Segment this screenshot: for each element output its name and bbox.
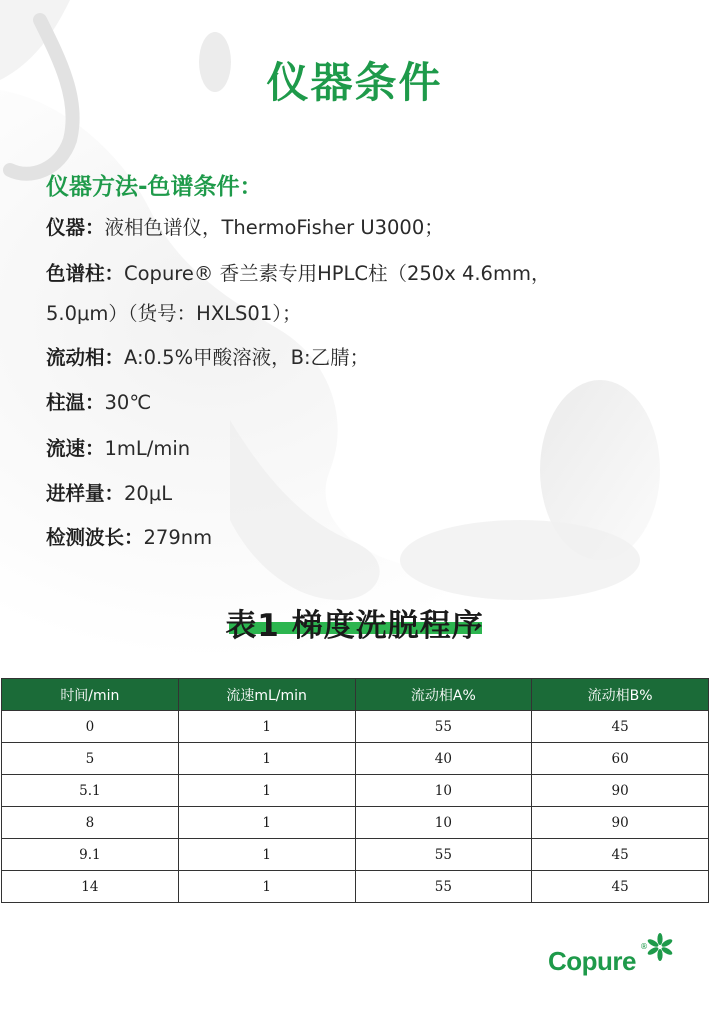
table-cell: 45 xyxy=(532,711,709,743)
condition-detection-wavelength xyxy=(46,522,212,550)
condition-label: 检测波长： xyxy=(46,526,144,549)
page-title: 仪器条件 xyxy=(266,58,443,107)
condition-value: 279nm xyxy=(143,526,213,549)
table-row xyxy=(2,743,709,775)
condition-value: 液相色谱仪，ThermoFisher U3000； xyxy=(104,216,444,239)
condition-value: 30℃ xyxy=(104,391,152,414)
condition-label: 进样量： xyxy=(46,482,125,505)
table-cell: 55 xyxy=(355,871,532,903)
table-cell: 8 xyxy=(2,807,179,839)
table-cell: 1 xyxy=(178,711,355,743)
table-header-row xyxy=(2,679,709,711)
table-cell: 90 xyxy=(532,807,709,839)
column-header-phase-a: 流动相A% xyxy=(355,679,532,711)
condition-label: 流速： xyxy=(46,437,105,460)
table-cell: 45 xyxy=(532,871,709,903)
table-cell: 0 xyxy=(2,711,179,743)
condition-label: 流动相： xyxy=(46,346,125,369)
condition-label: 色谱柱： xyxy=(46,262,125,285)
table-caption-text: 表1 梯度洗脱程序 xyxy=(225,608,484,644)
table-cell: 10 xyxy=(355,807,532,839)
table-cell: 45 xyxy=(532,839,709,871)
logo-text: Copure xyxy=(548,946,636,976)
table-cell: 60 xyxy=(532,743,709,775)
column-header-time: 时间/min xyxy=(2,679,179,711)
table-row xyxy=(2,711,709,743)
table-cell: 1 xyxy=(178,743,355,775)
table-row xyxy=(2,871,709,903)
table-row xyxy=(2,807,709,839)
table-cell: 1 xyxy=(178,839,355,871)
section-heading: 仪器方法-色谱条件： xyxy=(46,174,263,200)
condition-value: 5.0μm）（货号：HXLS01）； xyxy=(46,302,302,325)
condition-value: A:0.5%甲酸溶液，B:乙腈； xyxy=(124,346,370,369)
table-cell: 1 xyxy=(178,775,355,807)
condition-column-continued xyxy=(46,298,302,326)
condition-label: 仪器： xyxy=(46,216,105,239)
table-cell: 55 xyxy=(355,839,532,871)
table-cell: 1 xyxy=(178,807,355,839)
condition-instrument xyxy=(46,212,444,240)
gradient-elution-table xyxy=(1,678,709,903)
condition-mobile-phase xyxy=(46,342,369,370)
column-header-phase-b: 流动相B% xyxy=(532,679,709,711)
table-cell: 5.1 xyxy=(2,775,179,807)
copure-logo xyxy=(548,932,678,982)
table-cell: 90 xyxy=(532,775,709,807)
asterisk-flower-icon xyxy=(645,932,675,962)
table-cell: 40 xyxy=(355,743,532,775)
table-cell: 1 xyxy=(178,871,355,903)
condition-flow-rate xyxy=(46,433,190,461)
table-cell: 9.1 xyxy=(2,839,179,871)
condition-value: 1mL/min xyxy=(104,437,191,460)
condition-label: 柱温： xyxy=(46,391,105,414)
column-header-flow: 流速mL/min xyxy=(178,679,355,711)
table-cell: 14 xyxy=(2,871,179,903)
table-cell: 55 xyxy=(355,711,532,743)
condition-value: Copure® 香兰素专用HPLC柱（250x 4.6mm， xyxy=(124,262,551,285)
table-cell: 5 xyxy=(2,743,179,775)
table-cell: 10 xyxy=(355,775,532,807)
condition-injection-volume xyxy=(46,478,172,506)
table-row xyxy=(2,839,709,871)
condition-column xyxy=(46,258,550,286)
condition-value: 20μL xyxy=(124,482,173,505)
table-caption xyxy=(0,600,709,645)
registered-mark: ® xyxy=(640,942,648,951)
table-row xyxy=(2,775,709,807)
condition-column-temp xyxy=(46,387,151,415)
